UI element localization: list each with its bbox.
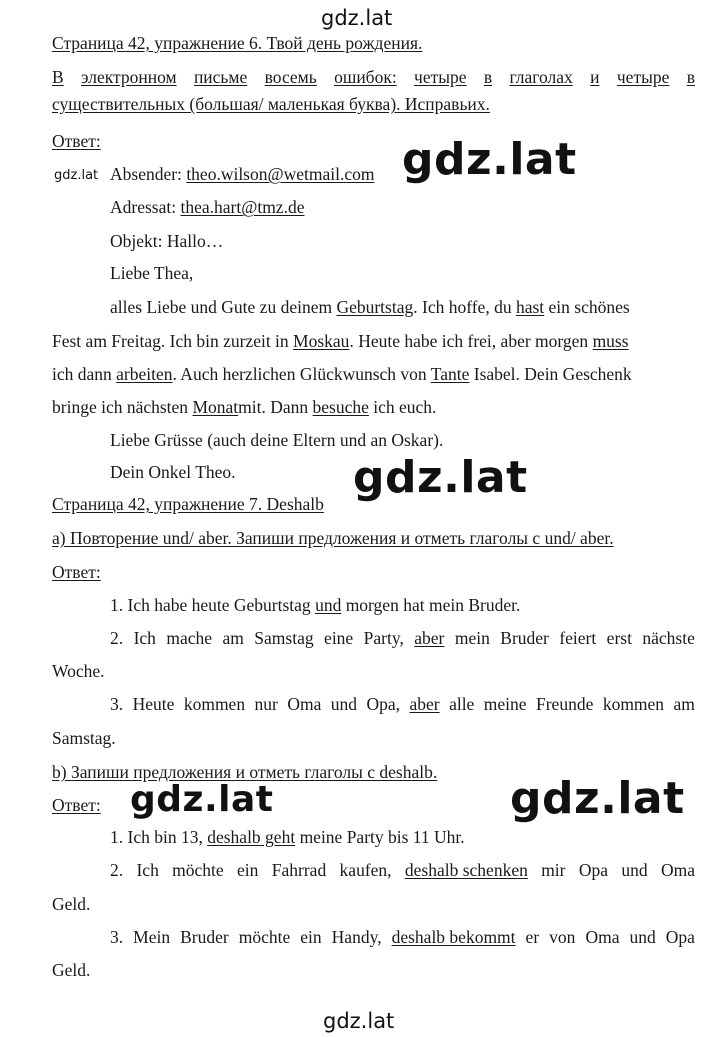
ex6-heading: Страница 42, упражнение 6. Твой день рождения.	[52, 33, 423, 53]
word: alle	[449, 694, 475, 714]
word: Bruder	[180, 927, 229, 947]
word: восемь	[264, 67, 317, 87]
text: ein schönes	[544, 297, 630, 317]
error-tante: Tante	[430, 364, 470, 384]
word: Ich	[136, 860, 159, 880]
word: kaufen,	[339, 860, 392, 880]
word: und	[330, 694, 358, 714]
word: и	[590, 67, 600, 87]
ex7-b-sentence-1	[110, 826, 465, 848]
text: ich euch.	[368, 397, 437, 417]
word: möchte	[172, 860, 224, 880]
email-para-line-4	[52, 396, 436, 418]
word: möchte	[238, 927, 291, 947]
absender-label: Absender:	[110, 164, 187, 184]
ex7-a-answer-label: Ответ:	[52, 562, 101, 582]
word: Bruder	[500, 628, 549, 648]
word: в	[686, 67, 695, 87]
watermark-lower-right: gdz.lat	[510, 773, 685, 824]
word: Handy,	[331, 927, 382, 947]
absender-email-link[interactable]: theo.wilson@wetmail.com	[186, 164, 375, 184]
error-arbeiten: arbeiten	[116, 364, 173, 384]
word: Fahrrad	[271, 860, 327, 880]
word: ошибок:	[334, 67, 397, 87]
conj-marked-word: deshalb schenken	[404, 860, 528, 880]
ex7-b-sentence-3-line-1	[110, 926, 695, 948]
word: электронном	[81, 67, 177, 87]
email-para-line-1	[110, 296, 695, 318]
word: Opa,	[366, 694, 401, 714]
word: 2.	[110, 860, 124, 880]
word: und	[629, 927, 656, 947]
word: Freunde	[536, 694, 594, 714]
word: 2.	[110, 628, 124, 648]
watermark-lower-left: gdz.lat	[130, 779, 274, 820]
watermark-mid-2: gdz.lat	[353, 452, 528, 503]
word: mein	[454, 628, 490, 648]
word: в	[483, 67, 493, 87]
word: nur	[254, 694, 278, 714]
word: Opa	[578, 860, 608, 880]
ex6-task-line-2: существительных (большая/ маленькая буква). Исправьих.	[52, 94, 490, 114]
text: meine Party bis 11 Uhr.	[295, 827, 465, 847]
email-closing-2: Dein Onkel Theo.	[110, 462, 236, 482]
text: Isabel. Dein Geschenk	[469, 364, 632, 384]
conj-und: und	[315, 595, 342, 615]
ex7-b-answer-label: Ответ:	[52, 795, 101, 815]
word: Opa	[665, 927, 695, 947]
watermark-mid-1: gdz.lat	[402, 134, 577, 185]
ex7-a-sentence-3-line-2: Samstag.	[52, 728, 116, 748]
text: . Heute habe ich frei, aber morgen	[349, 331, 593, 351]
watermark-bottom: gdz.lat	[323, 1009, 395, 1033]
text: morgen hat mein Bruder.	[341, 595, 521, 615]
word: Oma	[660, 860, 695, 880]
email-greeting: Liebe Thea,	[110, 263, 194, 283]
email-para-line-3	[52, 363, 632, 385]
word: feiert	[559, 628, 597, 648]
email-absender	[110, 163, 374, 185]
word: ein	[300, 927, 322, 947]
ex7-a-sentence-2-line-1	[110, 627, 695, 649]
word: Party,	[363, 628, 404, 648]
word: er	[525, 927, 540, 947]
text: mit. Dann	[238, 397, 313, 417]
ex7-b-task: b) Запиши предложения и отметь глаголы с deshalb.	[52, 762, 438, 782]
word: четыре	[616, 67, 670, 87]
email-closing-1: Liebe Grüsse (auch deine Eltern und an Oskar).	[110, 430, 444, 450]
text: . Ich hoffe, du	[413, 297, 516, 317]
word: Oma	[287, 694, 322, 714]
word: eine	[324, 628, 354, 648]
adressat-email-link[interactable]: thea.hart@tmz.de	[180, 197, 305, 217]
ex7-a-task: a) Повторение und/ aber. Запиши предложения и отметь глаголы с und/ aber.	[52, 528, 614, 548]
ex7-a-sentence-2-line-2: Woche.	[52, 661, 105, 681]
text: ich dann	[52, 364, 117, 384]
word: 3.	[110, 927, 124, 947]
word: четыре	[414, 67, 467, 87]
error-besuche: besuche	[312, 397, 369, 417]
word: mache	[166, 628, 213, 648]
error-geburtstag: Geburtstag	[336, 297, 414, 317]
word: Heute	[132, 694, 175, 714]
word: von	[549, 927, 576, 947]
email-para-line-2	[52, 330, 695, 352]
watermark-left-small: gdz.lat	[54, 168, 99, 183]
error-muss: muss	[592, 331, 629, 351]
word: nächste	[642, 628, 695, 648]
ex7-b-sentence-2-line-1	[110, 859, 695, 881]
conj-marked-word: aber	[414, 628, 445, 648]
ex7-a-sentence-3-line-1	[110, 693, 695, 715]
word: und	[621, 860, 648, 880]
word: erst	[606, 628, 632, 648]
error-moskau: Moskau	[293, 331, 350, 351]
error-monat: Monat	[192, 397, 239, 417]
ex7-heading: Страница 42, упражнение 7. Deshalb	[52, 494, 324, 514]
conj-marked-word: aber	[409, 694, 440, 714]
word: В	[52, 67, 64, 87]
word: ein	[237, 860, 259, 880]
conj-deshalb-geht: deshalb geht	[207, 827, 296, 847]
word: Samstag	[254, 628, 314, 648]
word: kommen	[602, 694, 665, 714]
word: am	[673, 694, 695, 714]
text: Fest am Freitag. Ich bin zurzeit in	[52, 331, 294, 351]
email-adressat	[110, 196, 304, 218]
word: Mein	[133, 927, 171, 947]
error-hast: hast	[515, 297, 545, 317]
ex6-answer-label: Ответ:	[52, 131, 101, 151]
text: bringe ich nächsten	[52, 397, 193, 417]
text: alles Liebe und Gute zu deinem	[110, 297, 337, 317]
watermark-top: gdz.lat	[321, 6, 393, 30]
adressat-label: Adressat:	[110, 197, 181, 217]
word: 3.	[110, 694, 124, 714]
conj-marked-word: deshalb bekommt	[391, 927, 516, 947]
text: 1. Ich bin 13,	[110, 827, 208, 847]
word: глаголах	[509, 67, 573, 87]
word: am	[222, 628, 244, 648]
word: Oma	[585, 927, 620, 947]
ex7-a-sentence-1	[110, 594, 520, 616]
email-objekt: Objekt: Hallo…	[110, 231, 224, 251]
ex6-task-line-1	[52, 66, 695, 88]
word: mir	[541, 860, 566, 880]
word: письме	[193, 67, 248, 87]
word: Ich	[133, 628, 156, 648]
text: . Auch herzlichen Glückwunsch von	[172, 364, 431, 384]
ex7-b-sentence-3-line-2: Geld.	[52, 960, 91, 980]
word: meine	[483, 694, 527, 714]
word: kommen	[183, 694, 246, 714]
text: 1. Ich habe heute Geburtstag	[110, 595, 316, 615]
ex7-b-sentence-2-line-2: Geld.	[52, 894, 91, 914]
